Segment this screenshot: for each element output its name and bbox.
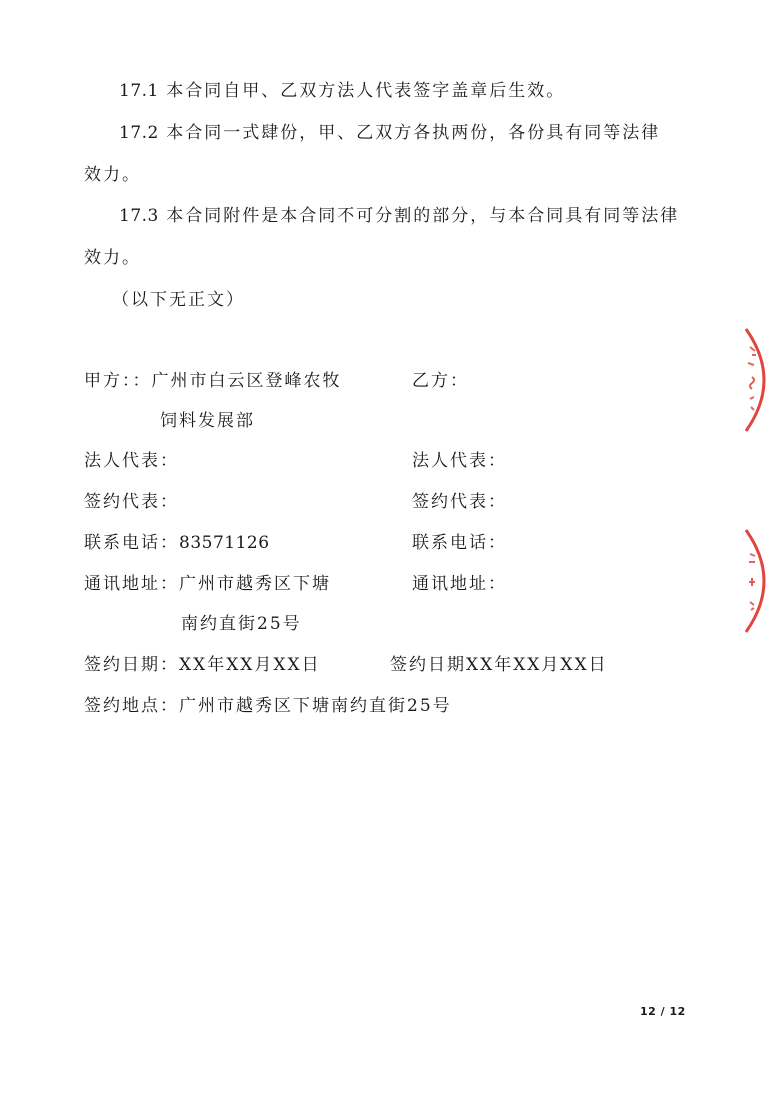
- party-a-address-continued: 南约直街25号: [181, 614, 302, 634]
- signing-place-row: [84, 691, 452, 716]
- clause-text: 本合同自甲、乙双方法人代表签字盖章后生效。: [166, 81, 566, 101]
- party-a-signer-label: 签约代表：: [84, 492, 179, 512]
- party-b-date: XX年XX月XX日: [466, 655, 608, 675]
- party-a-address-label: 通讯地址：: [84, 574, 179, 594]
- party-a-address-row: [84, 569, 331, 594]
- signing-place-label: 签约地点：: [84, 696, 179, 716]
- party-a-legal-rep-label: 法人代表：: [84, 451, 179, 471]
- party-a-date: XX年XX月XX日: [179, 655, 321, 675]
- page-number: 12 / 12: [640, 1005, 686, 1018]
- clause-17-3: [119, 201, 679, 226]
- end-note: （以下无正文）: [112, 290, 245, 310]
- clause-number: 17.2: [119, 123, 159, 143]
- party-b-signer-label: 签约代表：: [412, 492, 507, 512]
- party-b-date-label: 签约日期: [390, 655, 466, 675]
- party-a-name-continued: 饲料发展部: [160, 411, 255, 431]
- clause-17-2-continuation: 效力。: [84, 165, 141, 185]
- clause-text: 本合同一式肆份，甲、乙双方各执两份，各份具有同等法律: [166, 123, 661, 143]
- party-a-name: ：广州市白云区登峰农牧: [132, 371, 342, 391]
- clause-number: 17.1: [119, 81, 159, 101]
- party-a-phone-row: [84, 528, 270, 553]
- clause-17-2: [119, 118, 660, 143]
- party-a-phone: 83571126: [179, 533, 270, 553]
- party-a-row: [84, 366, 342, 391]
- party-a-date-row: [84, 650, 321, 675]
- party-a-label: 甲方：: [84, 371, 133, 391]
- party-a-date-label: 签约日期：: [84, 655, 179, 675]
- party-a-phone-label: 联系电话：: [84, 533, 179, 553]
- clause-text: 本合同附件是本合同不可分割的部分，与本合同具有同等法律: [166, 206, 680, 226]
- clause-17-3-continuation: 效力。: [84, 248, 141, 268]
- party-a-address: 广州市越秀区下塘: [179, 574, 331, 594]
- seal-stamp-fragment-bottom: [740, 526, 780, 636]
- party-b-legal-rep-label: 法人代表：: [412, 451, 507, 471]
- party-b-phone-label: 联系电话：: [412, 533, 507, 553]
- clause-number: 17.3: [119, 206, 159, 226]
- clause-17-1: [119, 76, 565, 101]
- signing-place: 广州市越秀区下塘南约直街25号: [179, 696, 452, 716]
- party-b-label: 乙方：: [412, 371, 469, 391]
- seal-stamp-fragment-top: [740, 325, 780, 435]
- party-b-address-label: 通讯地址：: [412, 574, 507, 594]
- party-b-date-row: [390, 650, 608, 675]
